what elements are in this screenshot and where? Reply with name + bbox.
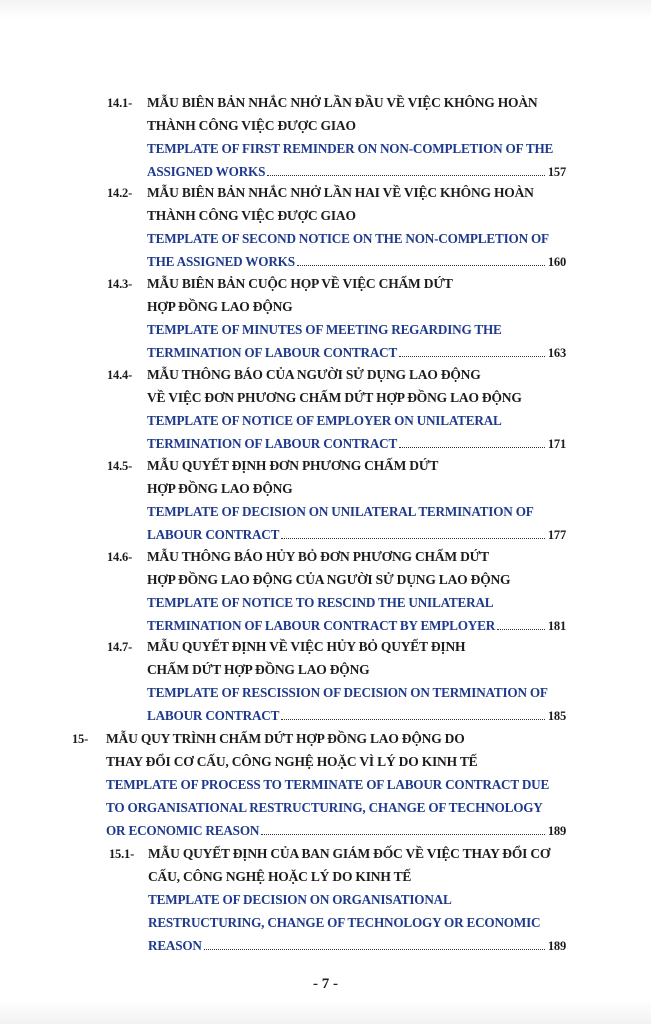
toc-english-title-last-line (147, 251, 566, 273)
toc-english-title-line: TO ORGANISATIONAL RESTRUCTURING, CHANGE OF TECHNOLOGY (106, 800, 543, 816)
toc-page-number: 189 (547, 938, 566, 953)
toc-english-title-line: TEMPLATE OF FIRST REMINDER ON NON-COMPLETION OF THE (147, 141, 554, 157)
toc-page-number: 157 (547, 165, 566, 180)
toc-english-title-last-line (106, 820, 566, 842)
toc-english-title-line: TEMPLATE OF SECOND NOTICE ON THE NON-COMPLETION OF (147, 231, 549, 247)
toc-english-title-line: TERMINATION OF LABOUR CONTRACT (147, 345, 398, 361)
toc-english-title-line: ASSIGNED WORKS (147, 164, 266, 180)
dot-leader (399, 356, 545, 357)
toc-english-title-last-line (147, 615, 566, 637)
toc-vietnamese-title-line: MẪU THÔNG BÁO HỦY BỎ ĐƠN PHƯƠNG CHẤM DỨT (147, 549, 489, 564)
toc-vietnamese-title-line: MẪU QUYẾT ĐỊNH ĐƠN PHƯƠNG CHẤM DỨT (147, 458, 439, 473)
toc-vietnamese-title-line: THAY ĐỔI CƠ CẤU, CÔNG NGHỆ HOẶC VÌ LÝ DO KINH TẾ (106, 753, 478, 769)
dot-leader (281, 719, 545, 720)
dot-leader (281, 538, 545, 539)
toc-vietnamese-title-line: THÀNH CÔNG VIỆC ĐƯỢC GIAO (147, 117, 356, 133)
toc-vietnamese-title-line: MẪU QUYẾT ĐỊNH VỀ VIỆC HỦY BỎ QUYẾT ĐỊNH (147, 639, 466, 654)
toc-page-number: 189 (547, 823, 566, 838)
toc-page-number: 181 (547, 619, 566, 634)
toc-entry-number: 14.4- (107, 368, 133, 382)
toc-page-number: 171 (547, 437, 566, 452)
toc-vietnamese-title-line: THÀNH CÔNG VIỆC ĐƯỢC GIAO (147, 207, 356, 223)
toc-english-title-line: TERMINATION OF LABOUR CONTRACT (147, 436, 398, 452)
toc-vietnamese-title-line: CẤU, CÔNG NGHỆ HOẶC LÝ DO KINH TẾ (148, 868, 412, 884)
toc-vietnamese-title-line: VỀ VIỆC ĐƠN PHƯƠNG CHẤM DỨT HỢP ĐỒNG LAO ĐỘNG (147, 389, 522, 405)
dot-leader (297, 265, 545, 266)
toc-entry-number: 14.1- (107, 96, 133, 110)
toc-english-title-line: TEMPLATE OF DECISION ON ORGANISATIONAL (148, 892, 452, 908)
toc-vietnamese-title-line: MẪU BIÊN BẢN NHẮC NHỞ LẦN ĐẦU VỀ VIỆC KHÔNG HOÀN (147, 95, 538, 110)
toc-english-title-line: TEMPLATE OF DECISION ON UNILATERAL TERMINATION OF (147, 504, 534, 520)
page-number-footer: - 7 - (313, 976, 338, 992)
dot-leader (399, 447, 545, 448)
toc-entry-number: 14.5- (107, 459, 133, 473)
dot-leader (267, 175, 545, 176)
toc-english-title-line: OR ECONOMIC REASON (106, 822, 260, 838)
toc-english-title-line: TEMPLATE OF MINUTES OF MEETING REGARDING THE (147, 322, 502, 338)
toc-page-number: 177 (547, 528, 566, 543)
toc-english-title-line: REASON (148, 937, 202, 953)
toc-english-title-line: TEMPLATE OF RESCISSION OF DECISION ON TERMINATION OF (147, 685, 548, 701)
toc-vietnamese-title-line: HỢP ĐỒNG LAO ĐỘNG CỦA NGƯỜI SỬ DỤNG LAO ĐỘNG (147, 571, 511, 587)
toc-english-title-line: LABOUR CONTRACT (147, 708, 280, 724)
toc-vietnamese-title-line: CHẤM DỨT HỢP ĐỒNG LAO ĐỘNG (147, 661, 370, 677)
toc-english-title-line: TEMPLATE OF NOTICE OF EMPLOYER ON UNILATERAL (147, 413, 502, 429)
toc-page-number: 185 (547, 709, 566, 724)
toc-page-number: 163 (547, 346, 566, 361)
toc-vietnamese-title-line: MẪU THÔNG BÁO CỦA NGƯỜI SỬ DỤNG LAO ĐỘNG (147, 367, 481, 382)
toc-entry-number: 15.1- (109, 847, 135, 861)
toc-entry-number: 15- (72, 732, 89, 746)
toc-vietnamese-title-line: MẪU BIÊN BẢN CUỘC HỌP VỀ VIỆC CHẤM DỨT (147, 276, 453, 291)
toc-english-title-last-line (147, 433, 566, 455)
toc-english-title-last-line (147, 705, 566, 727)
toc-vietnamese-title-line: HỢP ĐỒNG LAO ĐỘNG (147, 298, 293, 314)
toc-english-title-line: TERMINATION OF LABOUR CONTRACT BY EMPLOYER (147, 618, 496, 634)
toc-english-title-last-line (147, 161, 566, 183)
toc-page-number: 160 (547, 255, 566, 270)
toc-english-title-last-line (147, 342, 566, 364)
toc-english-title-line: RESTRUCTURING, CHANGE OF TECHNOLOGY OR ECONOMIC (148, 915, 541, 931)
toc-english-title-last-line (148, 935, 566, 957)
dot-leader (497, 629, 545, 630)
toc-entry-number: 14.7- (107, 640, 133, 654)
toc-vietnamese-title-line: MẪU BIÊN BẢN NHẮC NHỞ LẦN HAI VỀ VIỆC KHÔNG HOÀN (147, 185, 534, 200)
toc-vietnamese-title-line: HỢP ĐỒNG LAO ĐỘNG (147, 480, 293, 496)
toc-english-title-line: THE ASSIGNED WORKS (147, 254, 295, 270)
toc-entry-number: 14.2- (107, 186, 133, 200)
toc-english-title-line: TEMPLATE OF NOTICE TO RESCIND THE UNILATERAL (147, 595, 494, 611)
toc-vietnamese-title-line: MẪU QUY TRÌNH CHẤM DỨT HỢP ĐỒNG LAO ĐỘNG DO (106, 731, 465, 746)
toc-english-title-last-line (147, 524, 566, 546)
dot-leader (204, 949, 545, 950)
toc-vietnamese-title-line: MẪU QUYẾT ĐỊNH CỦA BAN GIÁM ĐỐC VỀ VIỆC THAY ĐỔI CƠ (148, 846, 551, 861)
dot-leader (261, 834, 545, 835)
toc-english-title-line: LABOUR CONTRACT (147, 527, 280, 543)
toc-entry-number: 14.3- (107, 277, 133, 291)
toc-entry-number: 14.6- (107, 550, 133, 564)
toc-english-title-line: TEMPLATE OF PROCESS TO TERMINATE OF LABOUR CONTRACT DUE (106, 777, 550, 793)
